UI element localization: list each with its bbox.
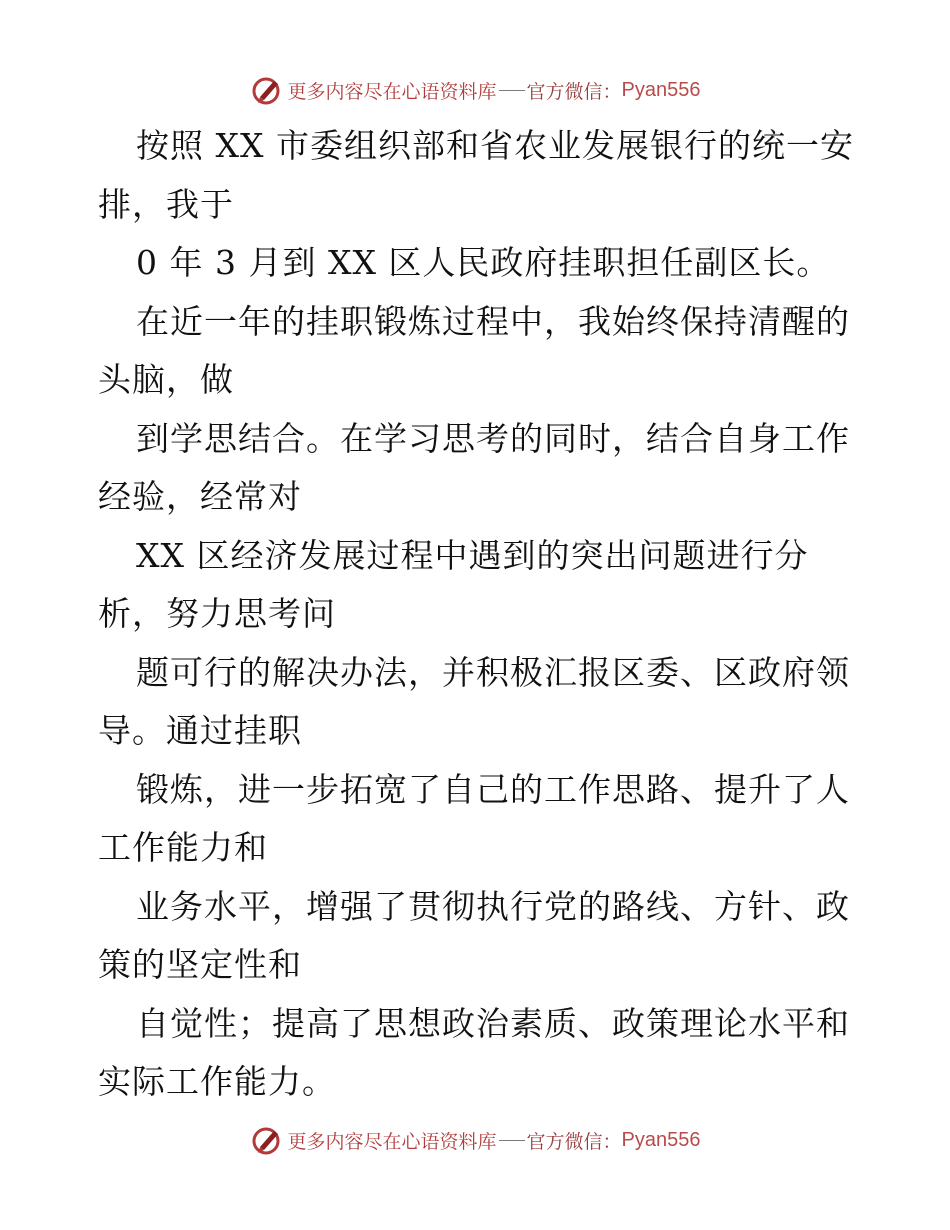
banner-separator bbox=[499, 1140, 525, 1141]
banner-separator bbox=[499, 90, 525, 91]
pen-logo-icon bbox=[250, 1123, 284, 1157]
text-line: 策的坚定性和 bbox=[98, 945, 302, 984]
banner-wechat-id: Pyan556 bbox=[621, 78, 701, 101]
text-line: 经验，经常对 bbox=[98, 477, 302, 516]
text-line: 析，努力思考问 bbox=[98, 594, 336, 633]
text-line: 按照 XX 市委组织部和省农业发展银行的统一安 bbox=[136, 126, 854, 165]
footer-banner bbox=[0, 1120, 950, 1160]
text-line: 业务水平，增强了贯彻执行党的路线、方针、政 bbox=[136, 886, 850, 926]
banner-label: 官方微信： bbox=[526, 1130, 622, 1153]
banner-text: 更多内容尽在心语资料库 bbox=[287, 1130, 497, 1153]
pen-logo-icon bbox=[250, 73, 284, 107]
text-line: 导。通过挂职 bbox=[98, 711, 302, 750]
text-line: 排，我于 bbox=[98, 184, 234, 224]
text-line: XX 区经济发展过程中遇到的突出问题进行分 bbox=[136, 535, 809, 575]
banner-label: 官方微信： bbox=[526, 80, 622, 103]
text-line: 到学思结合。在学习思考的同时，结合自身工作 bbox=[136, 418, 850, 458]
text-line: 0 年 3 月到 XX 区人民政府挂职担任副区长。 bbox=[136, 243, 831, 282]
text-line: 工作能力和 bbox=[98, 828, 268, 867]
text-line: 在近一年的挂职锻炼过程中，我始终保持清醒的 bbox=[136, 301, 850, 341]
text-line: 实际工作能力。 bbox=[98, 1062, 336, 1101]
text-line: 锻炼，进一步拓宽了自己的工作思路、提升了人 bbox=[136, 769, 850, 809]
header-banner bbox=[0, 70, 950, 110]
text-line: 自觉性；提高了思想政治素质、政策理论水平和 bbox=[136, 1003, 850, 1043]
text-line: 头脑，做 bbox=[98, 360, 234, 399]
document-body bbox=[98, 117, 858, 1112]
banner-wechat-id: Pyan556 bbox=[621, 1128, 701, 1151]
banner-text: 更多内容尽在心语资料库 bbox=[287, 80, 497, 103]
text-line: 题可行的解决办法，并积极汇报区委、区政府领 bbox=[136, 652, 850, 692]
